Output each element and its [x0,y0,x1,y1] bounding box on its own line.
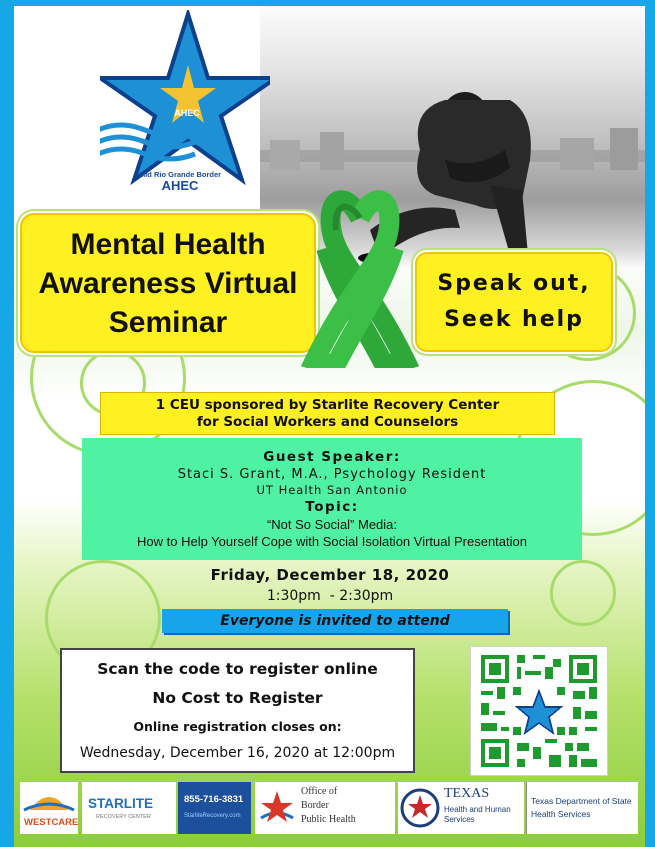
hhs-line3: Services [444,815,475,824]
seminar-title [38,225,297,342]
ahec-logo [100,10,270,193]
sun-icon [20,782,78,812]
texas-hhs-logo [398,782,524,834]
starlite-contact [178,782,251,834]
topic-line1: “Not So Social” Media: [266,517,398,532]
obph-line1: Office of [301,786,338,797]
event-time: 1:30pm - 2:30pm [266,588,394,604]
registration-deadline: Wednesday, December 16, 2020 at 12:00pm [79,745,396,762]
logo-star-text: AHEC [174,108,200,118]
westcare-logo [20,782,78,834]
ceu-line1: 1 CEU sponsored by Starlite Recovery Center [155,396,500,413]
obph-line2: Border [301,800,329,811]
slogan-line1: Speak out, [437,271,591,296]
starlite-website: StarliteRecovery.com [184,813,241,819]
ceu-line2: for Social Workers and Counselors [196,413,459,430]
obph-line3: Public Health [301,814,356,825]
qr-code-box[interactable] [470,646,608,776]
green-ribbon-icon [300,178,420,368]
slogan-line2: Seek help [444,307,584,332]
logo-org-line2: AHEC [161,178,199,193]
starlite-logo [82,782,176,834]
sponsor-footer [20,782,645,838]
title-line1: Mental Health [70,227,266,261]
star-icon [100,10,270,190]
speaker-affiliation: UT Health San Antonio [256,483,408,497]
hhs-line2: Health and Human [444,805,511,814]
speaker-heading: Guest Speaker: [263,449,401,465]
texas-star-icon [257,788,297,828]
seminar-title-box [20,213,316,353]
registration-cost-text: No Cost to Register [152,689,323,708]
topic-line2: How to Help Yourself Cope with Social Isolation Virtual Presentation [137,534,527,549]
dshs-line2: Health Services [531,809,591,819]
speaker-name: Staci S. Grant, M.A., Psychology Resident [177,467,487,482]
westcare-text: WESTCARE [24,817,79,828]
invite-text: Everyone is invited to attend [220,613,450,629]
starlite-subtext: RECOVERY CENTER [96,814,151,820]
hhs-line1: TEXAS [444,786,490,801]
registration-scan-text: Scan the code to register online [97,659,378,678]
logo-org-line1: Mid Rio Grande Border [138,170,222,179]
event-date: Friday, December 18, 2020 [210,566,450,584]
speaker-box [82,438,582,560]
decor-circle [550,560,616,626]
texas-seal-icon [400,786,440,830]
title-line3: Seminar [108,305,228,339]
starlite-text: STARLITE [88,796,153,811]
ceu-box [100,392,555,435]
starlite-phone: 855-716-3831 [184,794,244,805]
invite-banner [162,609,508,633]
slogan-box [415,252,613,352]
qr-code-icon[interactable] [477,651,601,771]
registration-closes-label: Online registration closes on: [133,718,342,734]
registration-box [60,648,415,773]
dshs-line1: Texas Department of State [531,796,632,806]
obph-logo [255,782,395,834]
title-line2: Awareness Virtual [38,266,298,300]
texas-dshs-logo [526,782,638,834]
topic-heading: Topic: [305,499,359,515]
